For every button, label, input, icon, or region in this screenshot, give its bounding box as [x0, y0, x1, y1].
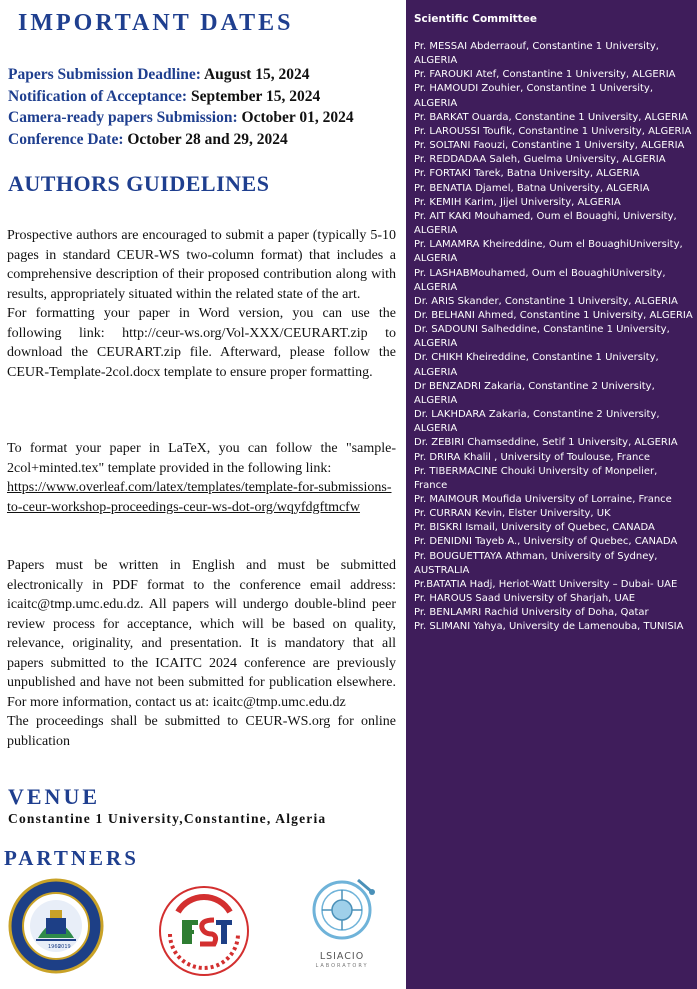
committee-member-line: Dr. ARIS Skander, Constantine 1 University, ALGERIA	[414, 295, 678, 307]
committee-member-line: Pr. TIBERMACINE Chouki University of Monpelier,	[414, 465, 658, 477]
committee-member-line: ALGERIA	[414, 253, 458, 265]
committee-member-line: Dr BENZADRI Zakaria, Constantine 2 University, ALGERIA	[414, 380, 655, 406]
lsiacio-emblem-icon	[302, 876, 382, 946]
committee-member-line: Pr. KEMIH Karim, Jijel University, ALGERIA	[414, 196, 621, 208]
committee-member-line: Pr. HAROUS Saad University of Sharjah, UAE	[414, 593, 636, 605]
important-dates-list	[8, 64, 354, 150]
university-logo	[8, 878, 104, 974]
committee-member-line: Dr. LAKHDARA Zakaria, Constantine 2 University,	[414, 409, 660, 421]
committee-member-line: Dr. SADOUNI Salheddine, Constantine 1 University,	[414, 324, 670, 336]
guidelines-word-format-text: For formatting your paper in Word version, you can use the following link: http://ceur-ws.org/Vol-XXX/CEURART.zip to download the CEURART.zip file. Afterward, please follow the CEUR-Template-2col.docx template to ensure proper formatting.	[7, 306, 396, 380]
committee-member-line: ALGERIA	[414, 55, 458, 67]
guidelines-latex-text: To format your paper in LaTeX, you can follow the "sample-2col+minted.tex" template provided in the following link:	[7, 441, 396, 476]
lsiacio-laboratory-logo	[302, 876, 382, 970]
committee-member-line: Pr. LASHABMouhamed, Oum el BouaghiUniversity,	[414, 267, 666, 279]
committee-member-line: Dr. CHIKH Kheireddine, Constantine 1 University,	[414, 352, 659, 364]
committee-member-line: Pr. BISKRI Ismail, University of Quebec, CANADA	[414, 522, 655, 534]
committee-member-line: Pr. BENATIA Djamel, Batna University, ALGERIA	[414, 182, 650, 194]
overleaf-template-link[interactable]: https://www.overleaf.com/latex/templates/template-for-submissions-to-ceur-workshop-proceedings-ceur-ws-dot-org/wqyfdgftmcfw	[7, 480, 392, 515]
committee-member-line: Pr. HAMOUDI Zouhier, Constantine 1 University,	[414, 83, 654, 95]
committee-member-list	[414, 40, 694, 635]
committee-member-line: Pr. BENLAMRI Rachid University of Doha, Qatar	[414, 607, 649, 619]
committee-member-line: ALGERIA	[414, 225, 458, 237]
date-item-conference: Conference Date: October 28 and 29, 2024	[8, 130, 288, 148]
committee-member-line: Pr. LAROUSSI Toufik, Constantine 1 University, ALGERIA	[414, 125, 692, 137]
committee-member-line: Pr. CURRAN Kevin, Elster University, UK	[414, 508, 611, 520]
lsiacio-name: LSIACIO	[319, 951, 365, 962]
authors-guidelines-paragraph-2	[7, 439, 396, 517]
date-item-notification: Notification of Acceptance: September 15, 2024	[8, 87, 321, 105]
fst-faculty-logo	[156, 884, 252, 978]
committee-member-line: Pr. REDDADAA Saleh, Guelma University, ALGERIA	[414, 154, 666, 166]
scientific-committee-sidebar	[406, 0, 697, 989]
committee-member-line: Dr. BELHANI Ahmed, Constantine 1 University, ALGERIA	[414, 309, 693, 321]
committee-member-line: Pr. FAROUKI Atef, Constantine 1 University, ALGERIA	[414, 69, 676, 81]
scientific-committee-heading: Scientific Committee	[414, 13, 537, 25]
committee-member-line: Pr. LAMAMRA Kheireddine, Oum el BouaghiUniversity,	[414, 239, 683, 251]
svg-text:2019: 2019	[58, 944, 71, 950]
committee-member-line: Pr. MESSAI Abderraouf, Constantine 1 University,	[414, 41, 659, 52]
committee-member-line: Pr. AIT KAKI Mouhamed, Oum el Bouaghi, University,	[414, 210, 677, 222]
committee-member-line: Pr. MAIMOUR Moufida University of Lorraine, France	[414, 494, 672, 505]
committee-member-line: ALGERIA	[414, 423, 458, 435]
committee-member-line: Pr.BATATIA Hadj, Heriot-Watt University – Dubai- UAE	[414, 578, 678, 590]
university-seal-icon	[8, 878, 104, 974]
committee-member-line: France	[414, 479, 448, 491]
committee-member-line: ALGERIA	[414, 97, 458, 109]
committee-member-line: Dr. ZEBIRI Chamseddine, Setif 1 University, ALGERIA	[414, 437, 678, 449]
venue-address: Constantine 1 University,Constantine, Algeria	[8, 811, 327, 826]
authors-guidelines-paragraph-1	[7, 226, 396, 382]
committee-member-line: ALGERIA	[414, 366, 458, 378]
venue-heading: VENUE	[8, 784, 101, 809]
guidelines-intro-text: Prospective authors are encouraged to submit a paper (typically 5-10 pages in standard CEUR-WS two-column format) that includes a comprehensive description of their proposed contribution along with results, appropriately situated within the related state of the art.	[7, 228, 396, 302]
fst-emblem-icon	[156, 884, 252, 978]
authors-guidelines-heading: AUTHORS GUIDELINES	[8, 171, 270, 196]
committee-member-line: Pr. DENIDNI Tayeb A., University of Quebec, CANADA	[414, 536, 678, 548]
committee-member-line: Pr. SOLTANI Faouzi, Constantine 1 University, ALGERIA	[414, 140, 685, 152]
committee-member-line: Pr. DRIRA Khalil , University of Toulouse, France	[414, 451, 650, 463]
committee-member-line: Pr. SLIMANI Yahya, University de Lamenouba, TUNISIA	[414, 621, 684, 633]
committee-member-line: Pr. FORTAKI Tarek, Batna University, ALGERIA	[414, 168, 640, 180]
authors-guidelines-paragraph-3	[7, 556, 396, 751]
committee-member-line: AUSTRALIA	[414, 564, 470, 576]
committee-member-line: ALGERIA	[414, 338, 458, 350]
committee-member-line: Pr. BARKAT Ouarda, Constantine 1 University, ALGERIA	[414, 111, 688, 123]
important-dates-heading: IMPORTANT DATES	[18, 10, 294, 36]
date-item-submission: Papers Submission Deadline: August 15, 2024	[8, 66, 310, 83]
committee-member-line: Pr. BOUGUETTAYA Athman, University of Sydney,	[414, 550, 658, 562]
svg-text:1960: 1960	[48, 944, 61, 950]
lsiacio-subtitle: LABORATORY	[315, 963, 369, 969]
partners-heading: PARTNERS	[4, 846, 139, 870]
committee-member-line: ALGERIA	[414, 281, 458, 293]
guidelines-submission-text: Papers must be written in English and must be submitted electronically in PDF format to the conference email address: icaitc@tmp.umc.edu.dz. All papers will undergo double-blind peer review process for acceptance, which will be based on quality, relevance, originality, and presentation. It is mandatory that all papers submitted to the ICAITC 2024 conference are previously unpublished and have not been submitted for publication elsewhere. For more information, contact us at: icaitc@tmp.umc.edu.dz	[7, 558, 396, 710]
date-item-camera-ready: Camera-ready papers Submission: October 01, 2024	[8, 109, 354, 126]
guidelines-proceedings-text: The proceedings shall be submitted to CEUR-WS.org for online publication	[7, 714, 396, 749]
